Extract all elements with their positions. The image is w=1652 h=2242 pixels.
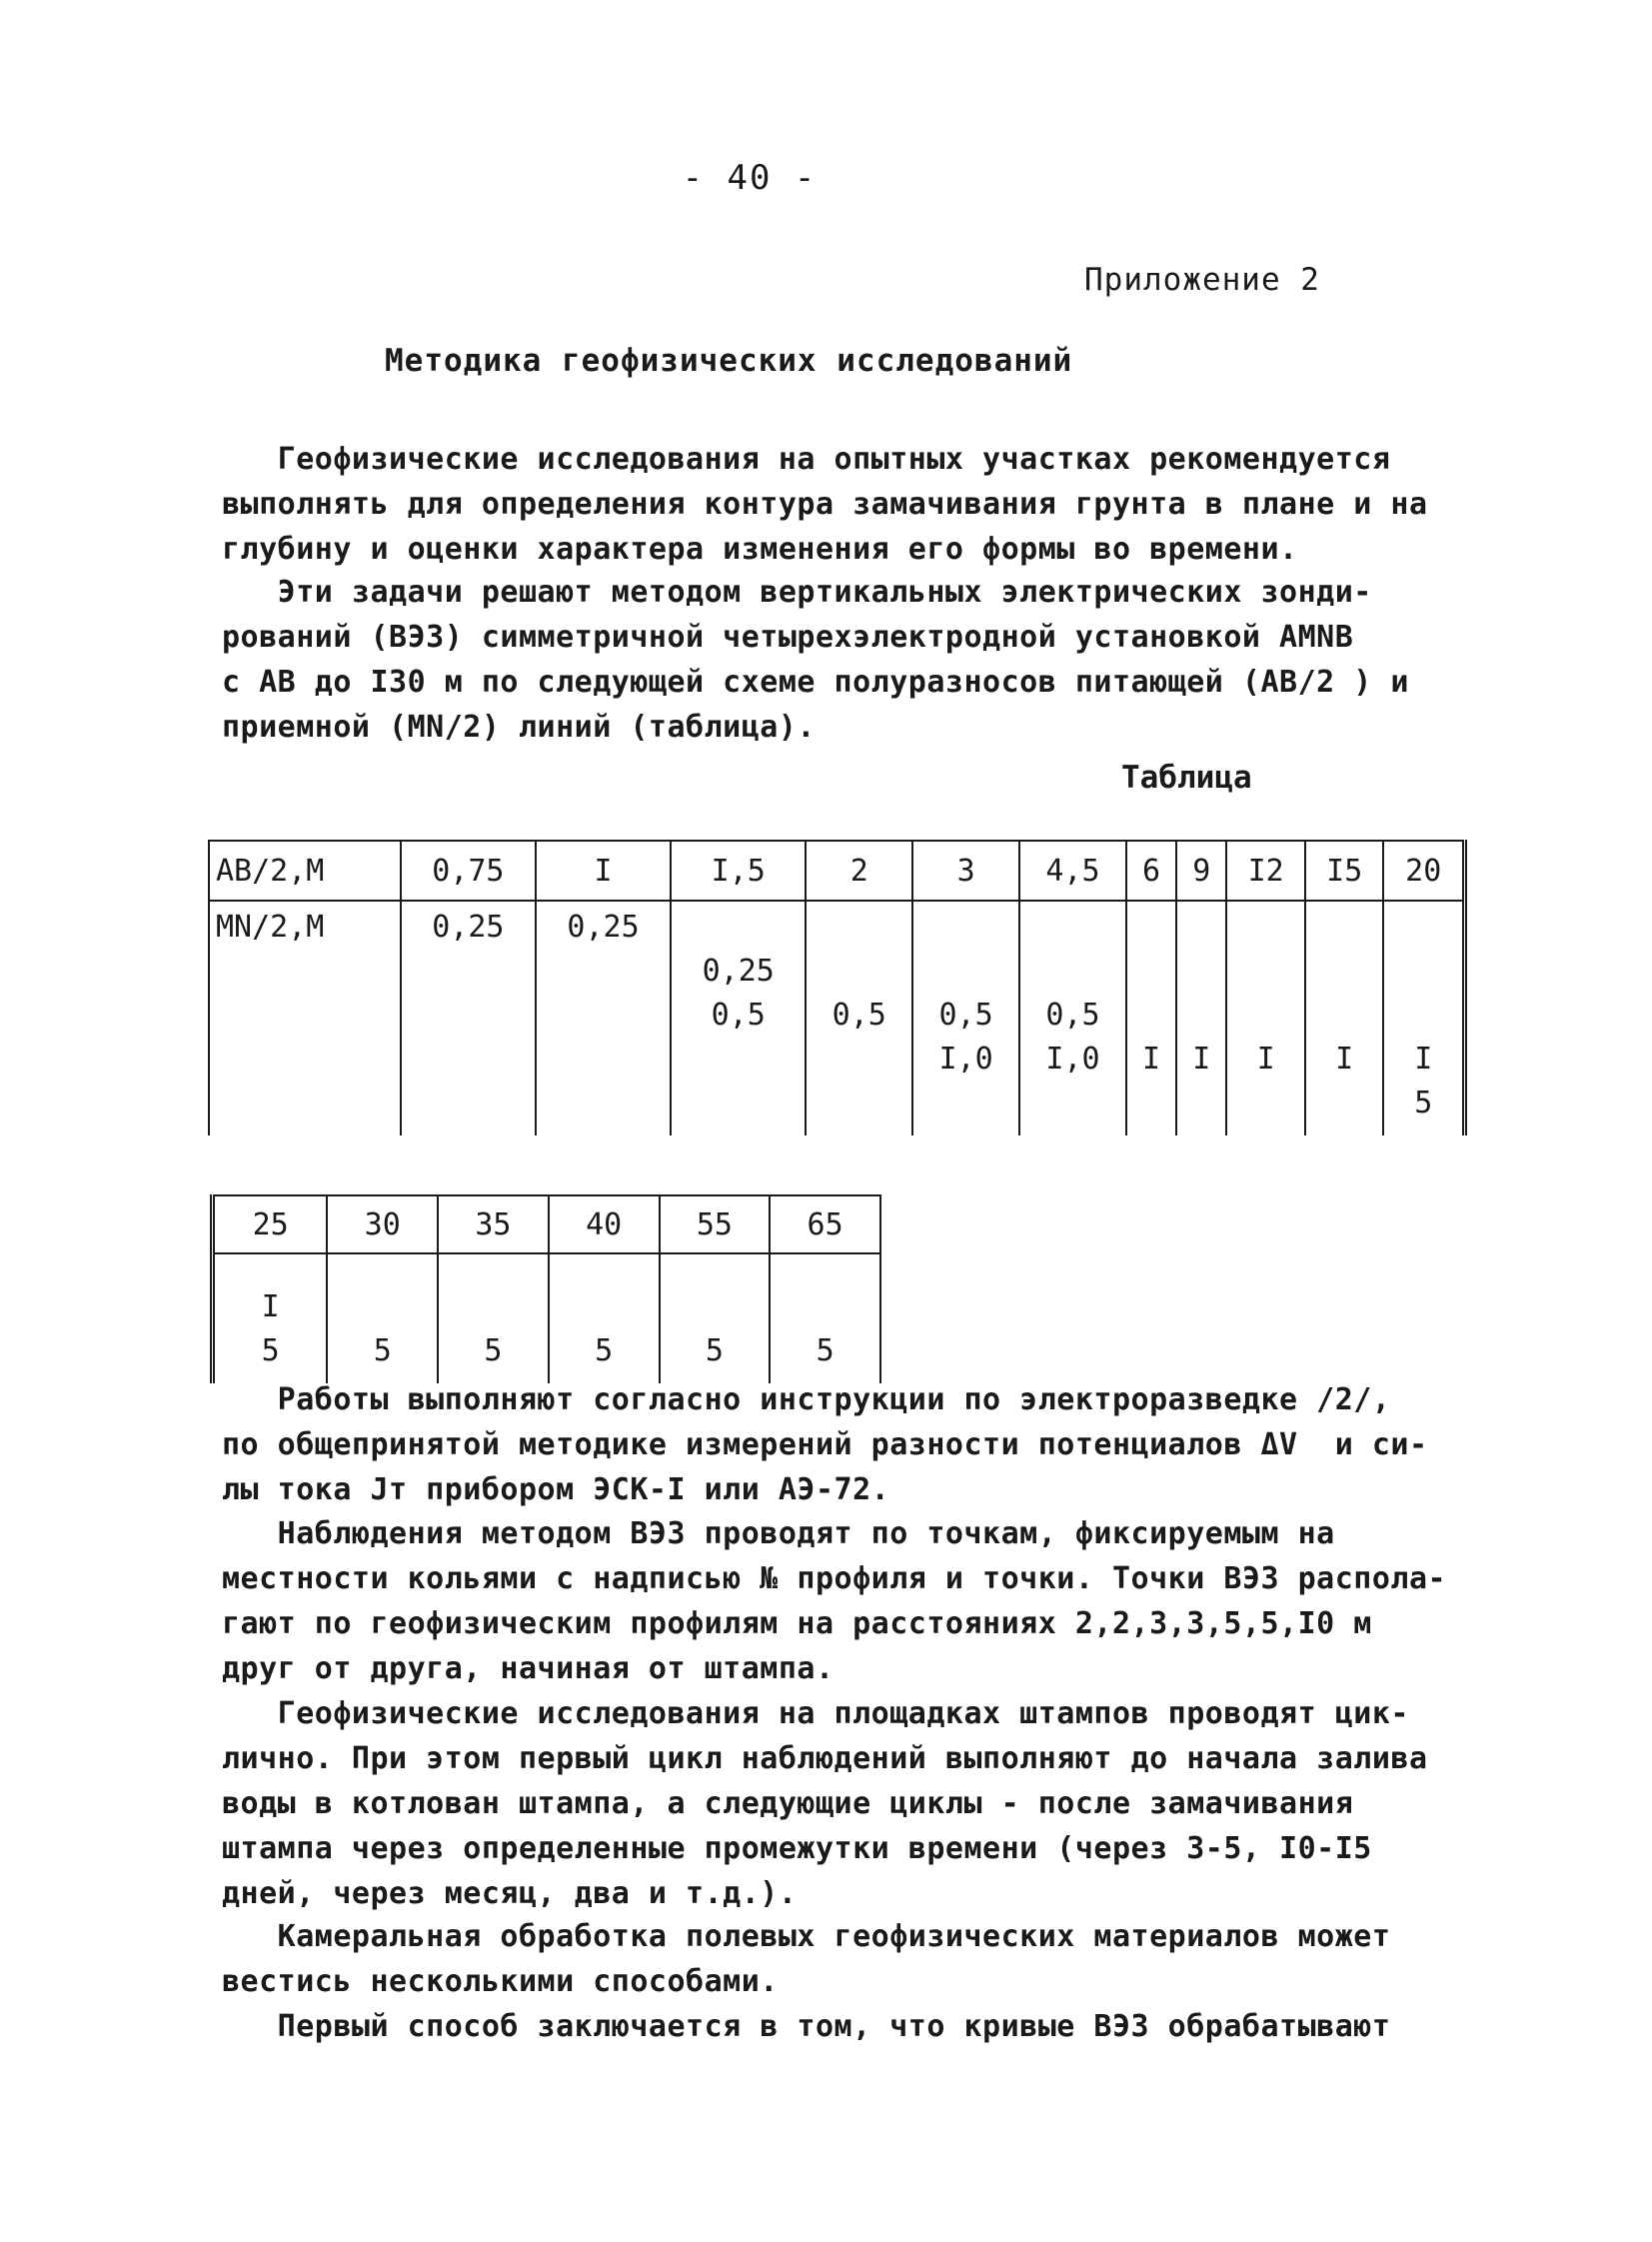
table-cell: 0,25 0,5 xyxy=(671,901,806,1135)
table-cell: 20 xyxy=(1383,841,1464,901)
row-label-ab: AB/2,M xyxy=(209,841,401,901)
paragraph-2: Эти задачи решают методом вертикальных электрических зонди- рований (ВЭЗ) симметричной четырехэлектродной установкой AMNB с AB до I30 м по следующей схеме полуразносов питающей (AB/2 ) и приемной (MN/2) линий (таблица). xyxy=(222,575,1409,745)
table-row-mn xyxy=(209,901,1465,1135)
row-label-mn: MN/2,M xyxy=(209,901,401,1135)
table-cell: 0,5 I,0 xyxy=(912,901,1019,1135)
table-cell: I xyxy=(1226,901,1305,1135)
paragraph-5: Геофизические исследования на площадках штампов проводят цик- лично. При этом первый цикл наблюдений выполняют до начала залива воды в котлован штампа, а следующие циклы - после замачивания штампа через определенные промежутки времени (через 3-5, I0-I5 дней, через месяц, два и т.д.). xyxy=(222,1696,1428,1911)
table-cell: 6 xyxy=(1126,841,1176,901)
table-cell: I5 xyxy=(1305,841,1384,901)
table-cell: I2 xyxy=(1226,841,1305,901)
table-cell: 0,5 xyxy=(806,901,912,1135)
paragraph-1: Геофизические исследования на опытных участках рекомендуется выполнять для определения контура замачивания грунта в плане и на глубину и оценки характера изменения его формы во времени. xyxy=(222,442,1428,567)
table-cell: 0,5 I,0 xyxy=(1019,901,1126,1135)
table-cell: 65 xyxy=(770,1195,880,1253)
page-number: - 40 - xyxy=(682,158,818,198)
table-row-ab xyxy=(213,1195,881,1253)
paragraph-3: Работы выполняют согласно инструкции по электроразведке /2/, по общепринятой методике измерений разности потенциалов ΔV и си- лы тока Jт прибором ЭСК-I или АЭ-72. xyxy=(222,1382,1428,1507)
appendix-label: Приложение 2 xyxy=(1084,262,1320,298)
table-cell: 5 xyxy=(770,1253,880,1383)
table-cell: 0,75 xyxy=(401,841,536,901)
table-cell: 55 xyxy=(660,1195,771,1253)
table-cell: I xyxy=(1305,901,1384,1135)
table-cell: 5 xyxy=(327,1253,438,1383)
section-title: Методика геофизических исследований xyxy=(385,343,1073,379)
table-cell: I 5 xyxy=(213,1253,328,1383)
table-cell: 30 xyxy=(327,1195,438,1253)
table-cell: 5 xyxy=(660,1253,771,1383)
table-row-mn xyxy=(213,1253,881,1383)
table-cell: 5 xyxy=(438,1253,549,1383)
table-cell: I 5 xyxy=(1383,901,1464,1135)
table-cell: 4,5 xyxy=(1019,841,1126,901)
table-cell: 3 xyxy=(912,841,1019,901)
table-cell: 40 xyxy=(549,1195,660,1253)
spacing-table-2 xyxy=(210,1194,881,1383)
table-cell: 0,25 xyxy=(536,901,671,1135)
paragraph-7: Первый способ заключается в том, что кривые ВЭЗ обрабатывают xyxy=(222,2009,1391,2044)
table-cell: 35 xyxy=(438,1195,549,1253)
paragraph-6: Камеральная обработка полевых геофизических материалов может вестись несколькими способами. xyxy=(222,1919,1391,1999)
table-caption: Таблица xyxy=(1121,760,1252,796)
spacing-table-1 xyxy=(208,840,1467,1135)
table-cell: 0,25 xyxy=(401,901,536,1135)
table-cell: 25 xyxy=(213,1195,328,1253)
paragraph-4: Наблюдения методом ВЭЗ проводят по точкам, фиксируемым на местности кольями с надписью № профиля и точки. Точки ВЭЗ распола- гают по геофизическим профилям на расстояниях 2,2,3,3,5,5,I0 м друг от друга, начиная от штампа. xyxy=(222,1516,1447,1686)
table-cell: I xyxy=(1176,901,1226,1135)
table-cell: I xyxy=(536,841,671,901)
table-cell: I,5 xyxy=(671,841,806,901)
table-cell: 5 xyxy=(549,1253,660,1383)
table-cell: I xyxy=(1126,901,1176,1135)
table-row-ab xyxy=(209,841,1465,901)
table-cell: 9 xyxy=(1176,841,1226,901)
table-cell: 2 xyxy=(806,841,912,901)
